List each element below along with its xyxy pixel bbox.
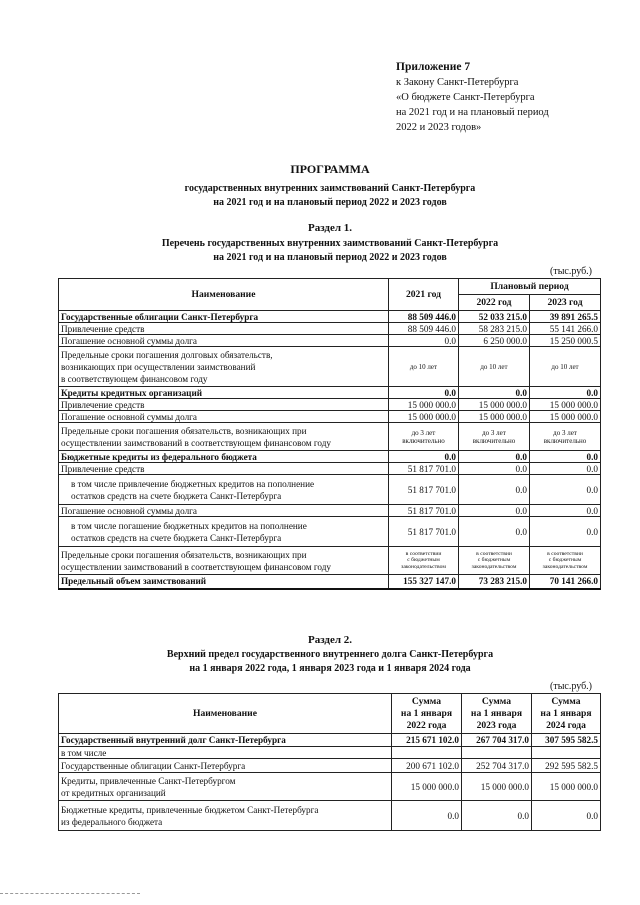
value-2022: 0.0: [459, 505, 530, 517]
term-line: включительно: [472, 436, 516, 445]
value-2022: [459, 547, 530, 575]
scan-artifact-line: [0, 893, 140, 896]
empty-cell: [392, 747, 462, 759]
section2-title: на 1 января 2022 года, 1 января 2023 года и 1 января 2024 года: [189, 663, 471, 674]
header-line: на 1 января: [470, 707, 523, 719]
value-2021: 15 000 000.0: [389, 399, 459, 411]
value-2023: 15 250 000.5: [530, 335, 601, 347]
header-line: 2023 года: [476, 719, 517, 731]
section2-heading: Раздел 2.: [307, 634, 353, 646]
term-line: законодательством: [542, 563, 588, 570]
value-2023: 39 891 265.5: [530, 311, 601, 323]
section2-title-block: [60, 634, 600, 676]
value-2023: 0.0: [530, 505, 601, 517]
col-2021-header: 2021 год: [389, 279, 459, 311]
value-2022: 0.0: [459, 387, 530, 399]
header-line: на 1 января: [540, 707, 592, 719]
col-name-header: Наименование: [59, 279, 389, 311]
table-row: [59, 335, 601, 347]
row-name-line: от кредитных организаций: [61, 787, 166, 798]
term-line: в соответствии: [547, 550, 583, 557]
value-2023: [530, 423, 601, 451]
row-name-line: осуществлении заимствований в соответствующем финансовом году: [61, 561, 332, 572]
value-2023: 0.0: [530, 475, 601, 505]
term-line: включительно: [402, 436, 445, 445]
row-name: Погашение основной суммы долга: [59, 335, 389, 347]
value-2021: 155 327 147.0: [389, 575, 459, 589]
row-name: Привлечение средств: [59, 463, 389, 475]
term-line: с бюджетным: [477, 557, 511, 564]
term-line: с бюджетным: [548, 557, 582, 564]
table-row: [59, 411, 601, 423]
col-2023-header: 2023 год: [530, 295, 601, 311]
value-2022: 0.0: [459, 463, 530, 475]
value-2024: 15 000 000.0: [532, 773, 601, 801]
row-name-line: осуществлении заимствований в соответствующем финансовом году: [61, 437, 332, 448]
row-name: Государственный внутренний долг Санкт-Петербурга: [59, 734, 392, 747]
row-name-line: Бюджетные кредиты, привлеченные бюджетом Санкт-Петербурга: [61, 804, 319, 815]
section2-title: Верхний предел государственного внутреннего долга Санкт-Петербурга: [166, 649, 494, 660]
value-2021: 51 817 701.0: [389, 475, 459, 505]
row-name: Погашение основной суммы долга: [59, 411, 389, 423]
table-row: [59, 423, 601, 451]
program-subtitle: на 2021 год и на плановый период 2022 и 2023 годов: [213, 197, 447, 208]
value-2023: 0.0: [462, 801, 532, 831]
value-2022: 215 671 102.0: [392, 734, 462, 747]
value-2022: 15 000 000.0: [459, 411, 530, 423]
appendix-header: [396, 60, 632, 135]
row-name: Кредиты кредитных организаций: [59, 387, 389, 399]
table-row: [59, 347, 601, 387]
value-2023: до 10 лет: [530, 347, 601, 387]
program-title-block: [60, 162, 600, 210]
value-2023: 70 141 266.0: [530, 575, 601, 589]
table-row: [59, 505, 601, 517]
table-row: [59, 517, 601, 547]
value-2023: 0.0: [530, 387, 601, 399]
term-line: законодательством: [401, 563, 446, 570]
row-name-line: Предельные сроки погашения долговых обязательств,: [61, 349, 273, 360]
col-2022-header: [392, 694, 462, 734]
value-2021: 0.0: [389, 335, 459, 347]
term-line: включительно: [543, 436, 587, 445]
table-row: [59, 311, 601, 323]
table-row: [59, 773, 601, 801]
row-name: Привлечение средств: [59, 323, 389, 335]
appendix-line: к Закону Санкт-Петербурга: [396, 77, 519, 88]
section1-heading: Раздел 1.: [307, 222, 353, 234]
col-2024-header: [532, 694, 601, 734]
section2-unit: (тыс.руб.): [550, 681, 593, 692]
value-2021: 0.0: [389, 451, 459, 463]
table-row: [59, 547, 601, 575]
table-row: [59, 801, 601, 831]
value-2023: 15 000 000.0: [462, 773, 532, 801]
header-line: 2024 года: [546, 719, 586, 731]
table-row: [59, 759, 601, 773]
header-line: Сумма: [551, 695, 581, 707]
row-name: [59, 547, 389, 575]
row-name-line: в том числе погашение бюджетных кредитов на пополнение: [71, 520, 307, 531]
value-2022: 6 250 000.0: [459, 335, 530, 347]
appendix-line: 2022 и 2023 годов»: [396, 122, 482, 133]
value-2021: 88 509 446.0: [389, 323, 459, 335]
row-name: [59, 801, 392, 831]
row-name: [59, 517, 389, 547]
row-name-line: Кредиты, привлеченные Санкт-Петербургом: [61, 775, 236, 786]
value-2024: 0.0: [532, 801, 601, 831]
header-line: Сумма: [481, 695, 512, 707]
row-name-line: в соответствующем финансовом году: [61, 373, 208, 384]
table-row: [59, 475, 601, 505]
value-2023: 15 000 000.0: [530, 399, 601, 411]
row-name-line: в том числе привлечение бюджетных кредитов на пополнение: [71, 478, 315, 489]
col-2023-header: [462, 694, 532, 734]
row-name: Государственные облигации Санкт-Петербурга: [59, 311, 389, 323]
appendix-title: Приложение 7: [396, 61, 471, 73]
value-2024: 292 595 582.5: [532, 759, 601, 773]
term-line: в соответствии: [476, 550, 512, 557]
table-row: [59, 323, 601, 335]
table-row: [59, 399, 601, 411]
value-2022: до 10 лет: [459, 347, 530, 387]
value-2022: [459, 423, 530, 451]
row-name-line: из федерального бюджета: [61, 816, 163, 827]
row-name-line: Предельные сроки погашения обязательств, возникающих при: [61, 425, 307, 436]
row-name: [59, 475, 389, 505]
term-line: в соответствии: [405, 550, 442, 557]
table-row: [59, 734, 601, 747]
value-2021: 0.0: [389, 387, 459, 399]
header-line: Сумма: [411, 695, 442, 707]
header-line: 2022 года: [406, 719, 447, 731]
value-2022: 0.0: [459, 517, 530, 547]
value-2022: 0.0: [459, 451, 530, 463]
value-2023: 55 141 266.0: [530, 323, 601, 335]
value-2022: 52 033 215.0: [459, 311, 530, 323]
value-2022: 58 283 215.0: [459, 323, 530, 335]
value-2022: 73 283 215.0: [459, 575, 530, 589]
planned-period-header: Плановый период: [459, 279, 601, 295]
value-2023: 15 000 000.0: [530, 411, 601, 423]
value-2021: 51 817 701.0: [389, 517, 459, 547]
section1-title-block: [60, 221, 600, 265]
value-2021: 88 509 446.0: [389, 311, 459, 323]
empty-cell: [532, 747, 601, 759]
row-name-line: Предельные сроки погашения обязательств, возникающих при: [61, 549, 307, 560]
value-2021: 51 817 701.0: [389, 463, 459, 475]
row-name: Государственные облигации Санкт-Петербурга: [59, 759, 392, 773]
value-2023: 267 704 317.0: [462, 734, 532, 747]
empty-cell: [462, 747, 532, 759]
value-2022: 15 000 000.0: [459, 399, 530, 411]
borrowings-table: [58, 278, 601, 590]
value-2022: 0.0: [459, 475, 530, 505]
term-line: с бюджетным: [407, 557, 440, 564]
col-name-header: Наименование: [59, 694, 392, 734]
table-row: [59, 387, 601, 399]
debt-limit-table: [58, 693, 601, 831]
term-line: законодательством: [471, 563, 517, 570]
table-row: [59, 575, 601, 589]
col-2022-header: 2022 год: [459, 295, 530, 311]
value-2021: [389, 547, 459, 575]
table-row: [59, 451, 601, 463]
row-name: Бюджетные кредиты из федерального бюджета: [59, 451, 389, 463]
appendix-line: «О бюджете Санкт-Петербурга: [396, 92, 535, 103]
table-row: [59, 747, 601, 759]
value-2022: 0.0: [392, 801, 462, 831]
table-row: [59, 463, 601, 475]
section1-unit: (тыс.руб.): [550, 266, 593, 277]
value-2024: 307 595 582.5: [532, 734, 601, 747]
section1-title: на 2021 год и на плановый период 2022 и 2023 годов: [213, 252, 447, 263]
section1-title: Перечень государственных внутренних заимствований Санкт-Петербурга: [161, 238, 499, 249]
row-name: в том числе: [59, 747, 392, 759]
row-name: [59, 773, 392, 801]
value-2021: [389, 423, 459, 451]
value-2023: [530, 547, 601, 575]
value-2021: 51 817 701.0: [389, 505, 459, 517]
row-name: [59, 347, 389, 387]
term-line: до 3 лет: [411, 428, 436, 437]
row-name: Погашение основной суммы долга: [59, 505, 389, 517]
value-2021: до 10 лет: [389, 347, 459, 387]
term-line: до 3 лет: [482, 428, 506, 437]
program-title: ПРОГРАММА: [290, 162, 370, 176]
row-name: Привлечение средств: [59, 399, 389, 411]
row-name-line: остатков средств на счете бюджета Санкт-Петербурга: [71, 490, 282, 501]
value-2021: 15 000 000.0: [389, 411, 459, 423]
row-name: Предельный объем заимствований: [59, 575, 389, 589]
value-2022: 15 000 000.0: [392, 773, 462, 801]
row-name: [59, 423, 389, 451]
value-2023: 0.0: [530, 451, 601, 463]
appendix-line: на 2021 год и на плановый период: [396, 107, 549, 118]
term-line: до 3 лет: [553, 428, 577, 437]
value-2023: 0.0: [530, 517, 601, 547]
value-2023: 0.0: [530, 463, 601, 475]
row-name-line: возникающих при осуществлении заимствований: [61, 361, 256, 372]
program-subtitle: государственных внутренних заимствований Санкт-Петербурга: [184, 183, 476, 194]
row-name-line: остатков средств на счете бюджета Санкт-Петербурга: [71, 532, 282, 543]
value-2023: 252 704 317.0: [462, 759, 532, 773]
header-line: на 1 января: [400, 707, 453, 719]
value-2022: 200 671 102.0: [392, 759, 462, 773]
